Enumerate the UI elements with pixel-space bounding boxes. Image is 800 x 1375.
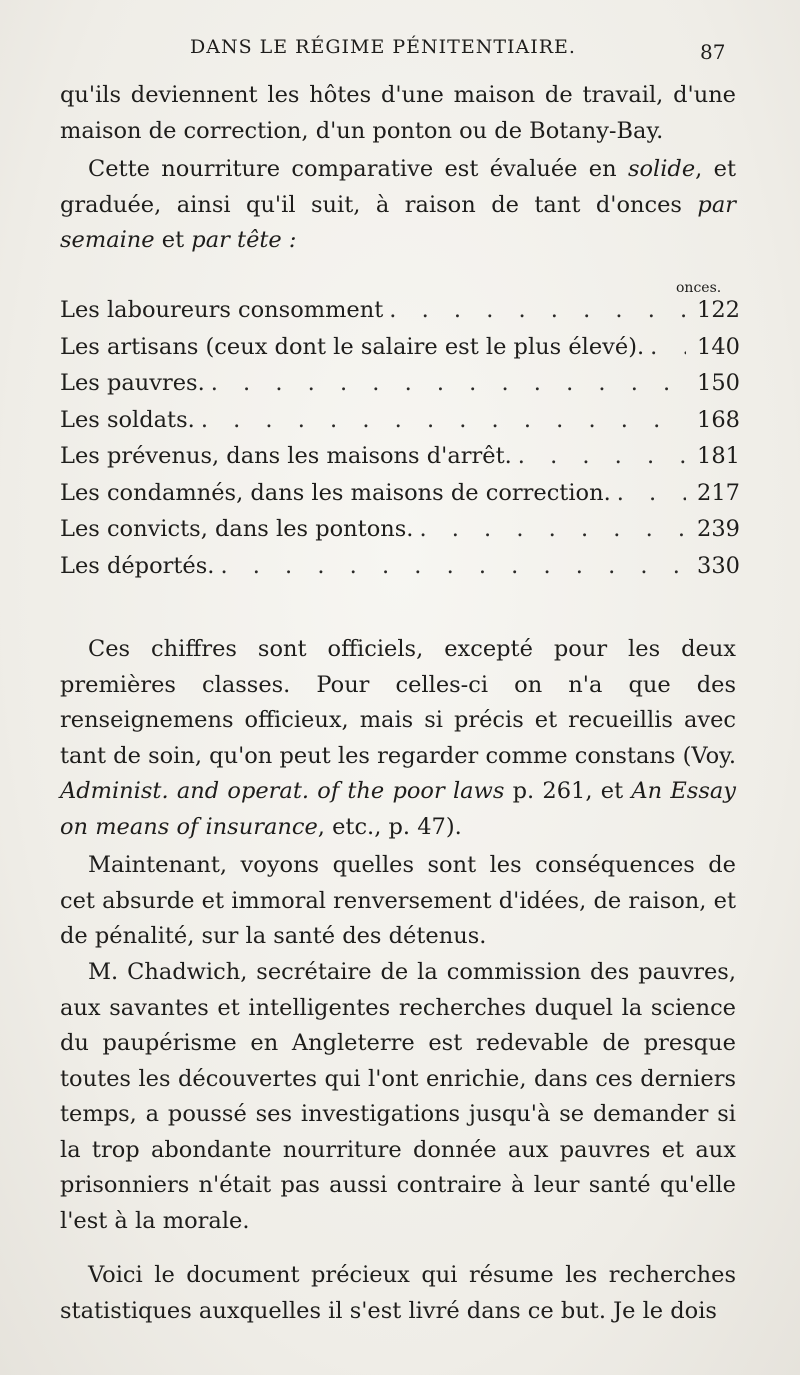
row-label: Les prévenus, dans les maisons d'arrêt. xyxy=(60,443,512,469)
row-value: 181 xyxy=(697,443,740,469)
text-run: , etc., p. 47). xyxy=(317,813,462,840)
row-label: Les laboureurs consomment xyxy=(60,297,384,323)
text-run: Cette nourriture comparative est évaluée en xyxy=(88,156,628,182)
row-value: 168 xyxy=(697,406,740,433)
row-value: 330 xyxy=(697,552,740,579)
dot-leader xyxy=(413,516,686,542)
paragraph-sources xyxy=(60,632,736,845)
row-value: 140 xyxy=(697,333,740,360)
dot-leader xyxy=(383,297,686,323)
page-number: 87 xyxy=(700,40,726,64)
row-value: 150 xyxy=(697,370,740,396)
italic-run: par semaine xyxy=(60,191,736,253)
row-label: Les condamnés, dans les maisons de correction. xyxy=(60,479,611,506)
dot-leader xyxy=(195,407,686,433)
table-row xyxy=(60,297,740,334)
dot-leader xyxy=(205,370,686,396)
table-row xyxy=(60,553,740,590)
text-run: et xyxy=(154,227,192,253)
table-row xyxy=(60,407,740,444)
table-unit-label: onces. xyxy=(676,280,722,296)
row-value: 239 xyxy=(697,516,740,542)
text-run: p. 261, et xyxy=(504,778,632,804)
row-label: Les artisans (ceux dont le salaire est le plus élevé). xyxy=(60,333,645,360)
italic-run: Administ. and operat. of the poor laws xyxy=(60,778,505,804)
italic-run: An Essay on means of insurance xyxy=(60,778,736,840)
paragraph-chadwich: M. Chadwich, secrétaire de la commission des pauvres, aux savantes et intelligentes recherches duquel la science du paupérisme en Angleterre est redevable de presque toutes les découvertes qui l'ont enrichie, dans ces derniers temps, a poussé ses investigations jusqu'à se demander si la trop abondante nourriture donnée aux pauvres et aux prisonniers n'était pas aussi contraire à leur santé qu'elle l'est à la morale. xyxy=(60,959,736,1234)
row-value: 217 xyxy=(697,479,740,506)
text-run: , et graduée, ainsi qu'il suit, à raison de tant d'onces xyxy=(60,156,736,218)
paragraph-continuation: qu'ils deviennent les hôtes d'une maison de travail, d'une maison de correction, d'un ponton ou de Botany-Bay. xyxy=(60,82,736,144)
row-value: 122 xyxy=(697,297,740,323)
dot-leader xyxy=(512,443,686,469)
italic-run: solide xyxy=(627,156,696,182)
dot-leader xyxy=(644,334,686,360)
table-row xyxy=(60,443,740,480)
row-label: Les convicts, dans les pontons. xyxy=(60,516,414,542)
paragraph-consequences: Maintenant, voyons quelles sont les conséquences de cet absurde et immoral renversement d'idées, de raison, et de pénalité, sur la santé des détenus. xyxy=(60,852,736,949)
table-row xyxy=(60,334,740,371)
row-label: Les soldats. xyxy=(60,406,195,433)
running-title: DANS LE RÉGIME PÉNITENTIAIRE. xyxy=(190,36,576,58)
table-row xyxy=(60,480,740,517)
paragraph-ration-intro xyxy=(60,152,736,259)
table-row xyxy=(60,370,740,407)
text-run: Ces chiffres sont officiels, excepté pour les deux premières classes. Pour celles-ci on n'a que des renseignemens officieux, mais si précis et recueillis avec tant de soin, qu'on peut les regarder comme constans (Voy. xyxy=(60,636,736,769)
table-row xyxy=(60,516,740,553)
dot-leader xyxy=(214,553,686,579)
row-label: Les déportés. xyxy=(60,552,215,579)
row-label: Les pauvres. xyxy=(60,370,205,396)
italic-run: par tête : xyxy=(191,227,297,253)
dot-leader xyxy=(611,480,686,506)
paragraph-document: Voici le document précieux qui résume les recherches statistiques auxquelles il s'est livré dans ce but. Je le dois xyxy=(60,1262,736,1324)
ration-table xyxy=(60,297,740,589)
